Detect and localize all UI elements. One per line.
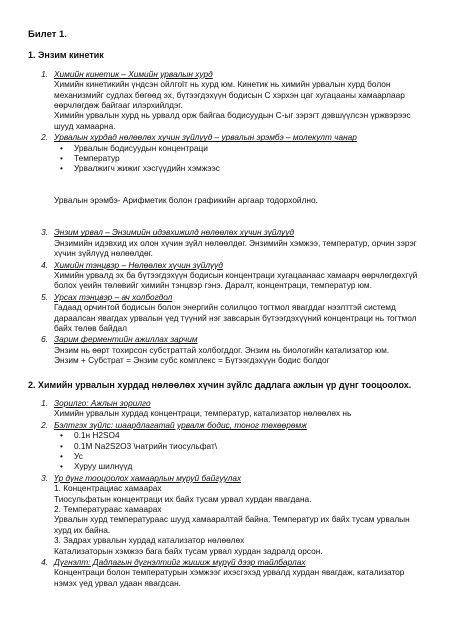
list-item [28,132,434,226]
text-line: байх төлөв байдал [54,322,127,333]
bullet-item: • Ус [54,451,434,461]
text-line: 3. Задрах урвалын хурдад катализатор нөлөөлөх [54,535,245,546]
list-item [28,557,434,588]
item-number: 5. [41,291,48,302]
item-number: 3. [41,227,48,238]
text-line: Химийн урвалын хурдад концентраци, температур, катализатор нөлөөлөх нь [54,408,352,419]
item-heading: Бэлтгэх зүйлс: шаардлагатай урвалж бодис, тоног төхөөрөмж [54,419,307,430]
text-line: Тиосульфатын концентраци их байх тусам урвал хурдан явагдана. [54,493,312,504]
bullet-list [54,143,434,174]
text-line: хурд их байна. [54,524,111,535]
text-line: Энзим + Субстрат = Энзим субс комплекс = Бүтээгдэхүүн бодис болдог [54,355,330,366]
ticket-title: Билет 1. [28,29,67,40]
text-line: Энзимийн идэвхид их олон хүчин зүйл нөлөөлдөг. Энзимийн хэмжээ, температур, орчин зэрэг [54,237,417,248]
text-line: шууд хамаарна. [54,120,116,131]
text-line: дараалсан явагдах урвалын үед түүний нэг завсарын бүтээгдэхүүний концентраци нь тогтмол [54,312,417,323]
list-item [28,227,434,258]
section-1-title: 1. Энзим кинетик [28,50,104,61]
list-item [28,260,434,291]
text-line: Химийн урвалын хурд нь урвалд орж байгаа бодисуудын С-ыг зэрэгт дэвшүүлсэн үржвэрээс [54,110,411,121]
item-number: 3. [41,472,48,483]
text-line: Гадаад орчинтой бодисын болон энергийн солилцоо тогтмол явагддаг нээлттэй системд [54,302,396,313]
item-heading: Дүгнэлт: Дадлагын дүгнэлтийг жишиж мурүй дээр тайлбарлах [54,557,306,568]
list-item [28,292,434,334]
bullet-item: • 0.1M Na2S2O3 \натрийн тиосульфат\ [54,441,434,451]
text-line: Энзим нь өөрт тохирсон субстраттай холбогддог. Энзим нь биологийн катализатор юм. [54,344,390,355]
text-line: нэмэх үед урвал удаан явагдсан. [54,577,181,588]
bullet-item: • 0.1н H2SO4 [54,430,434,440]
bullet-item: • Хуруу шилнүүд [54,461,434,471]
item-heading: Урсах тэнцвэр – ач холбогдол [54,291,173,302]
list-item [28,69,434,131]
section-2-title: 2. Химийн урвалын хурдад нөлөөлөх хүчин зүйлс дадлага ажлын үр дүнг тооцоолох. [28,379,412,390]
item-number: 2. [41,419,48,430]
item-number: 1. [41,68,48,79]
item-number: 6. [41,334,48,345]
text-line: хүчин зүйлүүд нөлөөлдөг. [54,248,153,259]
item-heading: Химийн тэнцвэр – Нөлөөлөх хүчин зүйлүүд [54,259,223,270]
list-item [28,473,434,556]
item-heading: Үр дүнг тооцоолох хамаарлын муруй байгуулах [54,472,242,483]
item-number: 4. [41,259,48,270]
text-line: механизмийг судлах бөгөөд эх, бүтээгдэхүүн бодисын С хэрхэн цаг хугацааны хамаарлаар [54,89,405,100]
item-heading: Энзим урвал – Энзимийн идэвхижилд нөлөөлөх хүчин зүйлүүд [54,227,295,238]
text-line: өөрчлөгдөж байгааг илэрхийлдэг. [54,100,183,111]
item-heading: Химийн кинетик – Химийн урвалын хурд [54,68,213,79]
list-item [28,334,434,365]
list-item [28,420,434,472]
item-heading: Зорилго: Ажлын зорилго [54,397,151,408]
item-heading: Зарим ферментийн ажиллах зарчим [54,334,198,345]
text-line: 1. Концентрациас хамаарах [54,483,162,494]
text-line: Катализаторын хэмжээ бага байх тусам урвал хурдан задралд орсон. [54,545,323,556]
bullet-item: • Температур [54,153,434,163]
text-line: 2. Температураас хамаарах [54,504,162,515]
bullet-item: • Урвалын бодисуудын концентраци [54,143,434,153]
text-line: Урвалын эрэмбэ- Арифметик болон графикийн аргаар тодорхойлно. [54,194,318,205]
list-item [28,398,434,419]
bullet-list [54,430,434,472]
item-number: 4. [41,557,48,568]
text-line: Концентраци болон температурын хэмжээг ихэсгэхэд урвалд хурдан явагдаж, катализатор [54,567,405,578]
text-line: Химийн урвалд эх ба бүтээгдэхүүн бодисын концентраци хугацаанаас хамаарч өөрчлөгдөхгүй [54,269,418,280]
item-number: 1. [41,397,48,408]
item-heading: Урвалын хурдад нөлөөлөх хүчин зүйлүүд – урвалын эрэмбэ – молекулт чанар [54,132,357,143]
text-line: Урвалын хурд температураас шууд хамааралтай байна. Температур их байх тусам урвалын [54,514,410,525]
text-line: болох үеийн төлөвийг химийн тэнцвэр гэнэ. Даралт, концентраци, температур юм. [54,280,372,291]
bullet-item: • Урвалжигч жижиг хэсгүүдийн хэмжээс [54,163,434,173]
item-number: 2. [41,132,48,143]
text-line: Химийн кинетикийн үндсэн ойлгolт нь хурд юм. Кинетик нь химийн урвалын хурд болон [54,79,391,90]
